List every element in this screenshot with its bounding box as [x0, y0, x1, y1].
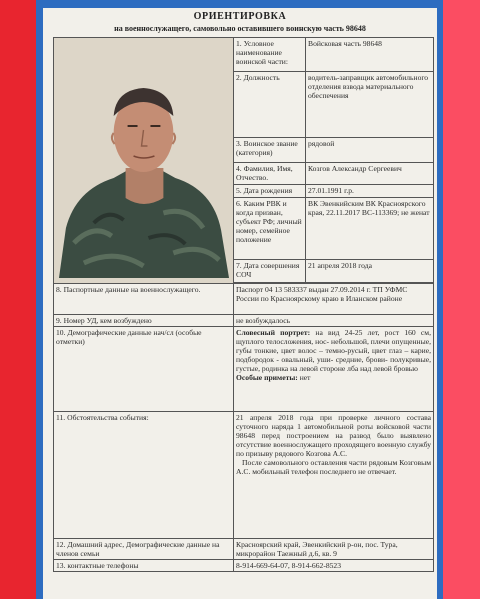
photo-cell	[54, 38, 234, 284]
criminal-case-label: 9. Номер УД, кем возбуждено	[54, 315, 234, 327]
circumstances-value	[234, 412, 434, 539]
circumstances-text-1: 21 апреля 2018 года при проверке личного состава суточного наряда 1 автомобильной роты войсковой части 98648 перед построением на развод было выявлено отсутствие военнослужащего проходящего военную службу по призыву рядового Козгова А.С.	[236, 413, 431, 458]
phones-value: 8-914-669-64-07, 8-914-662-8523	[234, 560, 434, 572]
document-sheet	[43, 8, 437, 599]
portrait-text: на вид 24-25 лет, рост 160 см, щуплого телосложения, нос- небольшой, плечи опущенные, губы тонкие, цвет волос – темно-русый, цвет глаз – карие, подбородок - овальный, уши- средние, брови- полукривые, густые, родинка на левой стороне лба над левой бровью	[236, 328, 432, 373]
passport-value: Паспорт 04 13 583337 выдан 27.09.2014 г. ТП УФМС России по Красноярскому краю в Иланском районе	[234, 284, 434, 315]
special-heading: Особые приметы:	[236, 373, 298, 382]
demographics-label: 10. Демографические данные нач/сл (особые отметки)	[54, 327, 234, 412]
circumstances-label: 11. Обстоятельства события:	[54, 412, 234, 539]
row-label: 2. Должность	[234, 71, 306, 137]
row-value: ВК Эвенкийским ВК Красноярского края, 22.11.2017 ВС-113369; не женат	[306, 198, 434, 260]
row-value: 27.01.1991 г.р.	[306, 185, 434, 198]
right-edge-strip	[443, 0, 480, 599]
row-value: рядовой	[306, 137, 434, 162]
phones-label: 13. контактные телефоны	[54, 560, 234, 572]
row-label: 5. Дата рождения	[234, 185, 306, 198]
info-table	[53, 37, 434, 572]
portrait-photo	[54, 38, 233, 283]
criminal-case-value: не возбуждалось	[234, 315, 434, 327]
row-value: Козгов Александр Сергеевич	[306, 162, 434, 185]
row-value: Войсковая часть 98648	[306, 38, 434, 72]
row-label: 3. Воинское звание (категория)	[234, 137, 306, 162]
address-label: 12. Домашний адрес, Демографические данные на членов семьи	[54, 539, 234, 560]
row-label: 1. Условное наименование воинской части:	[234, 38, 306, 72]
row-label: 4. Фамилия, Имя, Отчество.	[234, 162, 306, 185]
circumstances-text-2: После самовольного оставления части рядовым Козговым А.С. мобильный телефон последнего не отвечает.	[236, 458, 431, 476]
passport-label: 8. Паспортные данные на военнослужащего.	[54, 284, 234, 315]
portrait-heading: Словесный портрет:	[236, 328, 311, 337]
address-value: Красноярский край, Эвенкийский р-он, пос. Тура, микрорайон Таежный д.6, кв. 9	[234, 539, 434, 560]
demographics-value	[234, 327, 434, 412]
document-title: ОРИЕНТИРОВКА	[193, 11, 287, 22]
special-value: нет	[299, 373, 311, 382]
row-value: 21 апреля 2018 года	[306, 260, 434, 283]
row-label: 7. Дата совершения СОЧ	[234, 260, 306, 283]
document-subtitle: на военнослужащего, самовольно оставившего воинскую часть 98648	[114, 24, 366, 33]
row-label: 6. Каким РВК и когда призван, субъект РФ; личный номер, семейное положение	[234, 198, 306, 260]
row-value: водитель-заправщик автомобильного отделения взвода материального обеспечения	[306, 71, 434, 137]
